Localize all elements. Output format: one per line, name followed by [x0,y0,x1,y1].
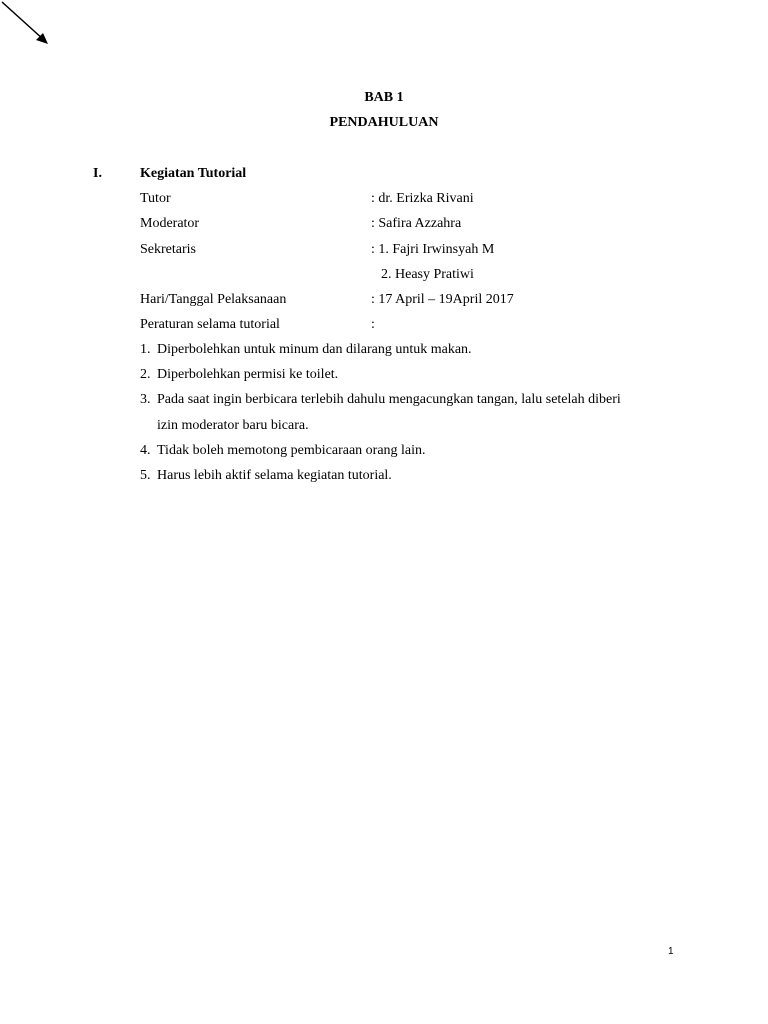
rule-number: 1. [140,342,151,357]
rule-text: Pada saat ingin berbicara terlebih dahulu mengacungkan tangan, lalu setelah diberi [157,392,621,407]
rule-number: 3. [140,392,151,407]
field-value-sekretaris-2: 2. Heasy Pratiwi [381,267,474,282]
page-number: 1 [668,946,674,957]
field-value-date: : 17 April – 19April 2017 [371,292,514,307]
field-value-tutor: : dr. Erizka Rivani [371,191,474,206]
rule-text: Tidak boleh memotong pembicaraan orang lain. [157,443,426,458]
rule-number: 4. [140,443,151,458]
rule-text: Diperbolehkan untuk minum dan dilarang untuk makan. [157,342,472,357]
field-label-sekretaris: Sekretaris [140,242,196,257]
field-value-sekretaris-1: : 1. Fajri Irwinsyah M [371,242,495,257]
chapter-heading: BAB 1 [364,90,404,105]
field-label-rules: Peraturan selama tutorial [140,317,280,332]
rule-number: 2. [140,367,151,382]
section-number: I. [93,166,102,181]
rule-number: 5. [140,468,151,483]
rule-text: Harus lebih aktif selama kegiatan tutorial. [157,468,392,483]
field-label-moderator: Moderator [140,216,200,231]
field-label-tutor: Tutor [140,191,171,206]
chapter-title: PENDAHULUAN [329,115,439,130]
section-title: Kegiatan Tutorial [140,166,247,181]
field-value-moderator: : Safira Azzahra [371,216,462,231]
rule-text-continuation: izin moderator baru bicara. [157,418,309,433]
rule-text: Diperbolehkan permisi ke toilet. [157,367,339,382]
field-label-date: Hari/Tanggal Pelaksanaan [140,292,287,307]
arrow-icon [0,0,60,60]
field-value-rules: : [371,317,375,332]
